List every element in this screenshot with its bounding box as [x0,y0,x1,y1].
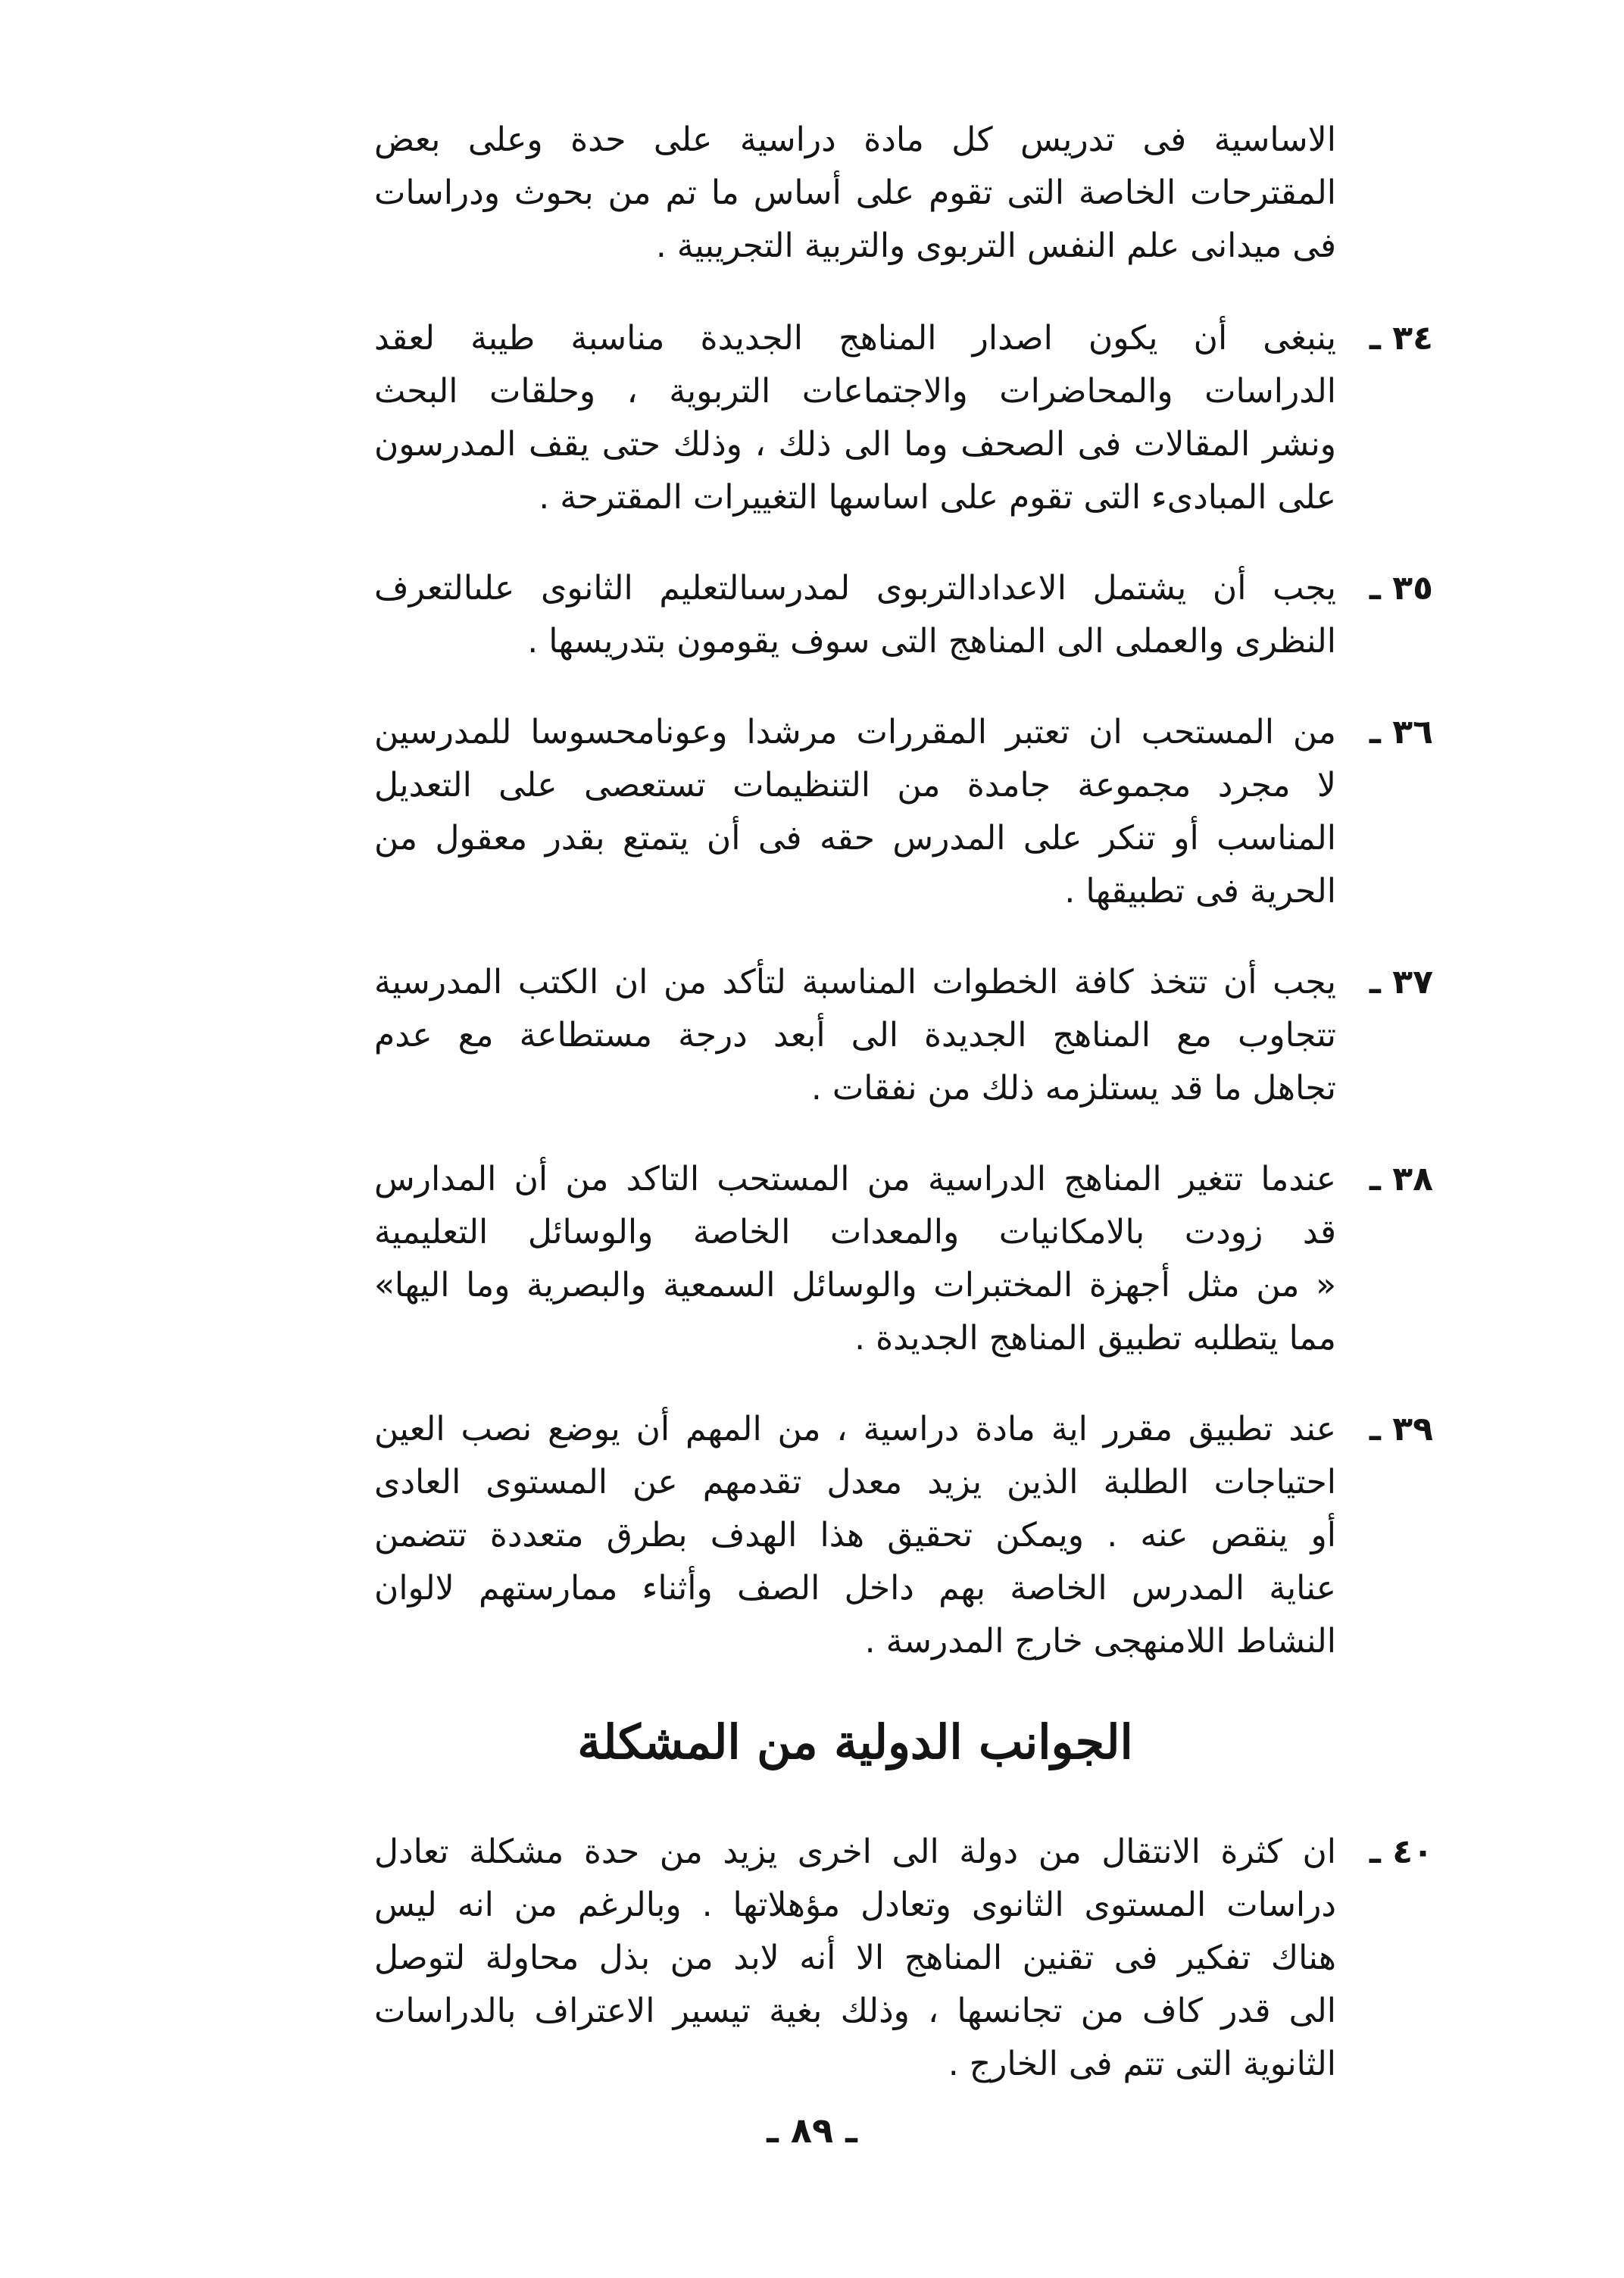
text-line: قد زودت بالامكانيات والمعدات الخاصة والوسائل التعليمية [374,1213,1336,1251]
item-number: ٤٠ ـ [1369,1833,1433,1871]
item-number: ٣٦ ـ [1369,713,1433,752]
text-line: هناك تفكير فى تقنين المناهج الا أنه لابد من بذل محاولة لتوصل [374,1939,1336,1977]
text-line: عند تطبيق مقرر اية مادة دراسية ، من المهم أن يوضع نصب العين [374,1410,1336,1448]
text-line: تجاهل ما قد يستلزمه ذلك من نفقات . [810,1069,1336,1108]
text-line: النظرى والعملى الى المناهج التى سوف يقومون بتدريسها . [527,622,1336,661]
page-number: ـ ٨٩ ـ [767,2110,857,2151]
item-34 [374,312,1433,524]
text-line: المقترحات الخاصة التى تقوم على أساس ما تم من بحوث ودراسات [374,173,1336,212]
item-number: ٣٨ ـ [1369,1160,1433,1198]
text-line: النشاط اللامنهجى خارج المدرسة . [864,1622,1336,1661]
text-line: من المستحب ان تعتبر المقررات مرشدا وعونامحسوسا للمدرسين [374,713,1336,752]
text-line: الى قدر كاف من تجانسها ، وذلك بغية تيسير الاعتراف بالدراسات [374,1992,1336,2030]
text-line: ونشر المقالات فى الصحف وما الى ذلك ، وذلك حتى يقف المدرسون [374,425,1336,464]
item-number: ٣٥ ـ [1369,569,1433,608]
text-line: على المبادىء التى تقوم على اساسها التغييرات المقترحة . [539,478,1336,517]
text-line: الثانوية التى تتم فى الخارج . [948,2045,1336,2083]
item-number: ٣٩ ـ [1369,1410,1433,1448]
item-35 [374,562,1433,668]
item-36 [374,706,1433,918]
text-line: ينبغى أن يكون اصدار المناهج الجديدة مناسبة طيبة لعقد [374,319,1336,358]
text-line: أو ينقص عنه . ويمكن تحقيق هذا الهدف بطرق متعددة تتضمن [374,1516,1336,1555]
item-number: ٣٧ ـ [1369,963,1433,1002]
text-line: الدراسات والمحاضرات والاجتماعات التربوية ، وحلقات البحث [374,372,1336,411]
text-line: الحرية فى تطبيقها . [1064,872,1336,911]
text-line: احتياجات الطلبة الذين يزيد معدل تقدمهم عن المستوى العادى [374,1463,1336,1501]
text-line: ان كثرة الانتقال من دولة الى اخرى يزيد من حدة مشكلة تعادل [374,1833,1336,1871]
item-37 [374,956,1433,1115]
text-line: فى ميدانى علم النفس التربوى والتربية التجريبية . [655,227,1336,265]
section-heading: الجوانب الدولية من المشكلة [577,1714,1133,1770]
item-38 [374,1153,1433,1365]
text-line: الاساسية فى تدريس كل مادة دراسية على حدة وعلى بعض [374,120,1336,159]
text-line: عندما تتغير المناهج الدراسية من المستحب التاكد من أن المدارس [374,1160,1336,1198]
item-40 [374,1826,1433,2091]
text-line: دراسات المستوى الثانوى وتعادل مؤهلاتها . وبالرغم من انه ليس [374,1886,1336,1924]
text-line: « من مثل أجهزة المختبرات والوسائل السمعية والبصرية وما اليها» [374,1266,1336,1305]
intro-paragraph [374,114,1336,273]
text-column [374,114,1433,2129]
text-line: يجب أن تتخذ كافة الخطوات المناسبة لتأكد من ان الكتب المدرسية [374,963,1336,1002]
item-number: ٣٤ ـ [1369,319,1433,358]
text-line: مما يتطلبه تطبيق المناهج الجديدة . [854,1319,1336,1358]
text-line: يجب أن يشتمل الاعدادالتربوى لمدرسىالتعليم الثانوى علىالتعرف [374,569,1336,608]
item-39 [374,1403,1433,1668]
text-line: لا مجرد مجموعة جامدة من التنظيمات تستعصى على التعديل [374,766,1336,805]
text-line: عناية المدرس الخاصة بهم داخل الصف وأثناء ممارستهم لالوان [374,1569,1336,1608]
text-line: تتجاوب مع المناهج الجديدة الى أبعد درجة مستطاعة مع عدم [374,1016,1336,1055]
text-line: المناسب أو تنكر على المدرس حقه فى أن يتمتع بقدر معقول من [374,819,1336,858]
